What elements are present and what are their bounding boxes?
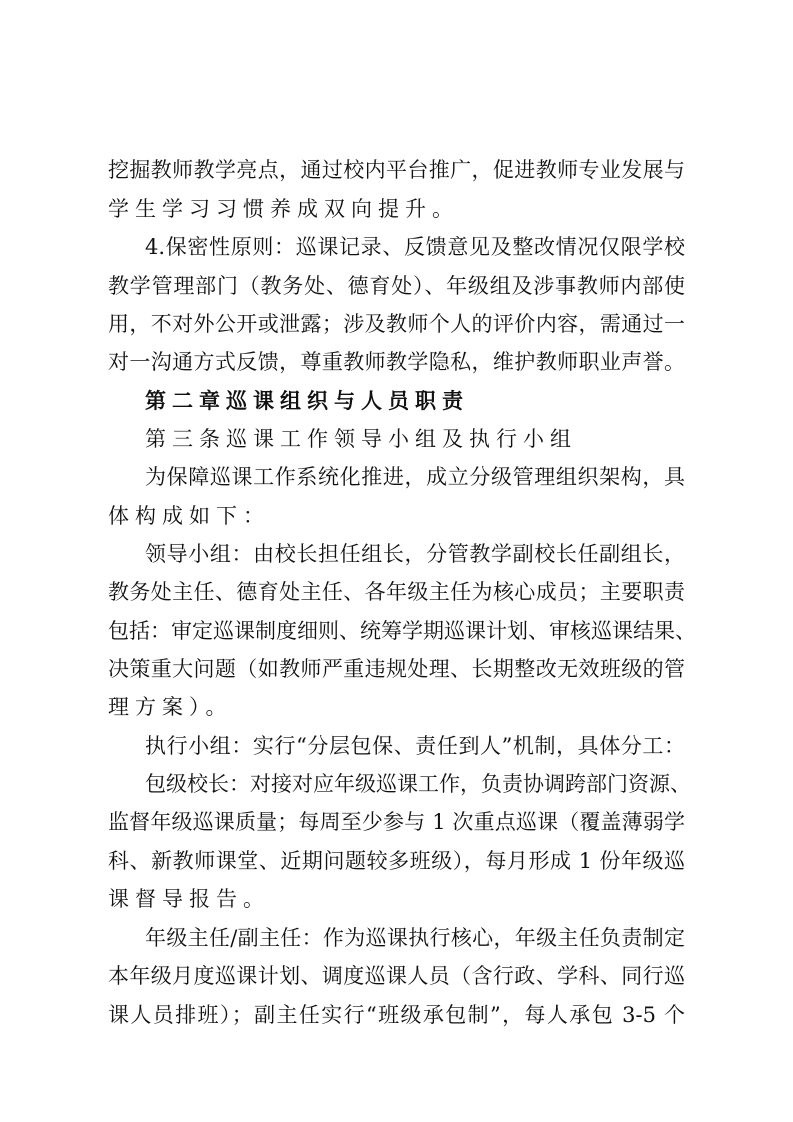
paragraph-line: 教学管理部门（教务处、德育处）、年级组及涉事教师内部使 bbox=[108, 274, 685, 298]
paragraph-line: 4.保密性原则：巡课记录、反馈意见及整改情况仅限学校 bbox=[145, 235, 685, 259]
paragraph-line: 体构成如下： bbox=[108, 504, 270, 528]
paragraph-line: 课督导报告。 bbox=[108, 887, 270, 911]
paragraph-line: 监督年级巡课质量；每周至少参与 1 次重点巡课（覆盖薄弱学 bbox=[108, 810, 685, 834]
paragraph-line: 领导小组：由校长担任组长，分管教学副校长任副组长， bbox=[145, 542, 685, 566]
paragraph-line: 课人员排班）；副主任实行“班级承包制”，每人承包 3-5 个 bbox=[108, 1003, 685, 1027]
paragraph-line: 为保障巡课工作系统化推进，成立分级管理组织架构，具 bbox=[145, 465, 685, 489]
paragraph-line: 教务处主任、德育处主任、各年级主任为核心成员；主要职责 bbox=[108, 580, 685, 604]
article-heading: 第三条巡课工作领导小组及执行小组 bbox=[145, 427, 577, 451]
paragraph-line: 执行小组：实行“分层包保、责任到人”机制，具体分工： bbox=[145, 734, 685, 758]
paragraph-line: 本年级月度巡课计划、调度巡课人员（含行政、学科、同行巡 bbox=[108, 964, 685, 988]
paragraph-line: 年级主任/副主任：作为巡课执行核心，年级主任负责制定 bbox=[145, 926, 685, 950]
paragraph-line: 科、新教师课堂、近期问题较多班级），每月形成 1 份年级巡 bbox=[108, 849, 685, 873]
paragraph-line: 对一沟通方式反馈，尊重教师教学隐私，维护教师职业声誉。 bbox=[108, 350, 685, 374]
paragraph-line: 挖掘教师教学亮点，通过校内平台推广，促进教师专业发展与 bbox=[108, 158, 685, 182]
paragraph-line: 决策重大问题（如教师严重违规处理、长期整改无效班级的管 bbox=[108, 657, 685, 681]
paragraph-line: 学生学习习惯养成双向提升。 bbox=[108, 197, 459, 221]
paragraph-line: 理方案）。 bbox=[108, 695, 233, 719]
paragraph-line: 用，不对外公开或泄露；涉及教师个人的评价内容，需通过一 bbox=[108, 312, 685, 336]
chapter-heading: 第二章巡课组织与人员职责 bbox=[145, 388, 469, 413]
paragraph-line: 包级校长：对接对应年级巡课工作，负责协调跨部门资源、 bbox=[145, 772, 691, 796]
paragraph-line: 包括：审定巡课制度细则、统筹学期巡课计划、审核巡课结果、 bbox=[108, 619, 696, 643]
